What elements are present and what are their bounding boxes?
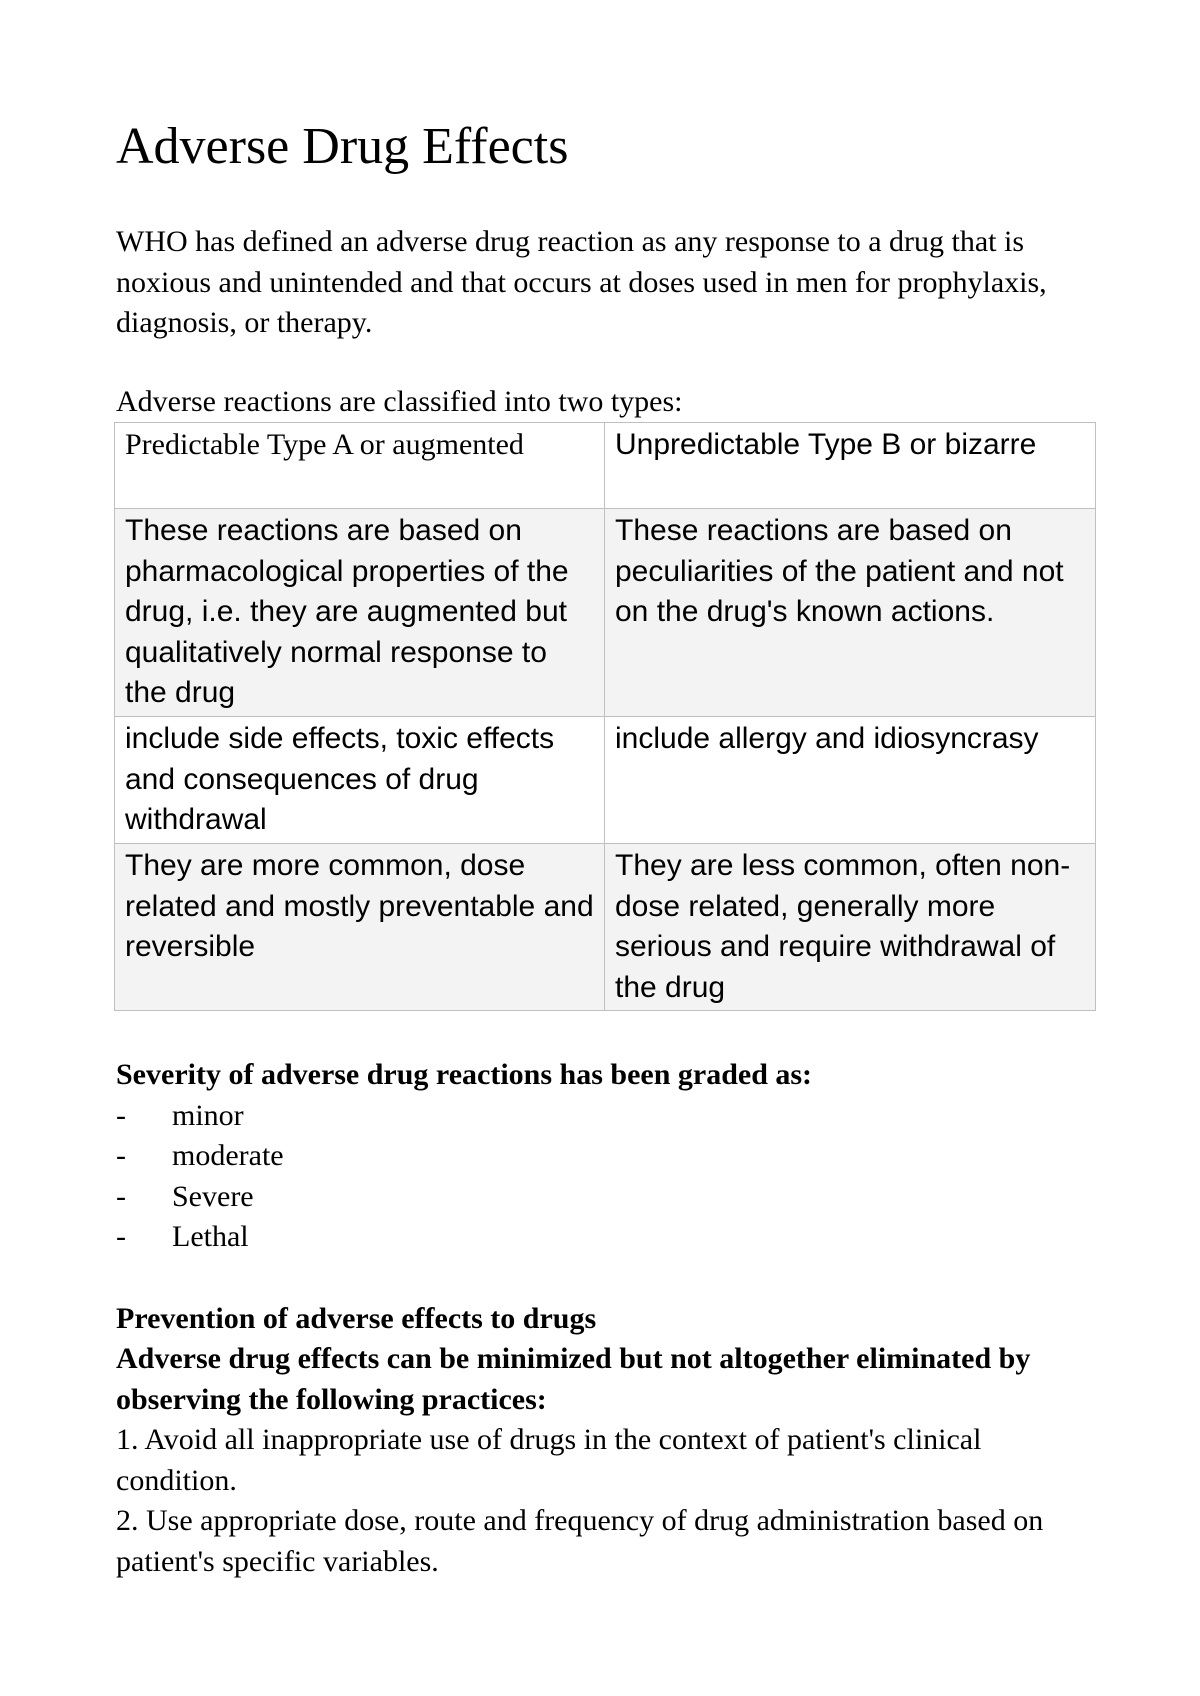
severity-item: moderate — [172, 1139, 284, 1172]
classification-intro: Adverse reactions are classified into two types: — [116, 384, 683, 418]
severity-item: minor — [172, 1098, 244, 1132]
list-item — [116, 1136, 1096, 1177]
severity-item: Severe — [172, 1179, 254, 1213]
document-page — [116, 112, 1096, 1582]
prevention-heading: Prevention of adverse effects to drugs — [116, 1301, 597, 1335]
list-item — [116, 1096, 1096, 1137]
table-cell: include side effects, toxic effects and consequences of drug withdrawal — [115, 717, 605, 844]
severity-item: Lethal — [172, 1220, 249, 1253]
table-row — [115, 717, 1096, 844]
page-title: Adverse Drug Effects — [116, 118, 569, 175]
bullet-dash: - — [116, 1220, 126, 1253]
table-cell: These reactions are based on peculiarities of the patient and not on the drug's known actions. — [605, 509, 1096, 717]
definition-paragraph: WHO has defined an adverse drug reaction as any response to a drug that is noxious and unintended and that occurs at doses used in men for prophylaxis, diagnosis, or therapy. — [116, 225, 1047, 339]
prevention-point: 1. Avoid all inappropriate use of drugs in the context of patient's clinical condition. — [116, 1423, 982, 1497]
prevention-subheading: Adverse drug effects can be minimized but not altogether eliminated by observing the following practices: — [116, 1342, 1031, 1416]
adverse-reaction-types-table — [114, 422, 1096, 1011]
table-cell: They are more common, dose related and mostly preventable and reversible — [115, 844, 605, 1011]
severity-heading: Severity of adverse drug reactions has been graded as: — [116, 1058, 813, 1091]
list-item — [116, 1177, 1096, 1218]
prevention-point: 2. Use appropriate dose, route and frequency of drug administration based on patient's specific variables. — [116, 1504, 1044, 1578]
list-item — [116, 1217, 1096, 1258]
table-header-row — [115, 423, 1096, 509]
bullet-dash: - — [116, 1139, 126, 1172]
table-cell: include allergy and idiosyncrasy — [605, 717, 1096, 844]
severity-list — [116, 1096, 1096, 1258]
table-header-type-a: Predictable Type A or augmented — [115, 423, 605, 509]
table-cell: These reactions are based on pharmacological properties of the drug, i.e. they are augmented but qualitatively normal response to the drug — [115, 509, 605, 717]
table-row — [115, 509, 1096, 717]
bullet-dash: - — [116, 1098, 126, 1132]
table-header-type-b: Unpredictable Type B or bizarre — [605, 423, 1096, 509]
table-cell: They are less common, often non-dose related, generally more serious and require withdrawal of the drug — [605, 844, 1096, 1011]
bullet-dash: - — [116, 1179, 126, 1213]
table-row — [115, 844, 1096, 1011]
